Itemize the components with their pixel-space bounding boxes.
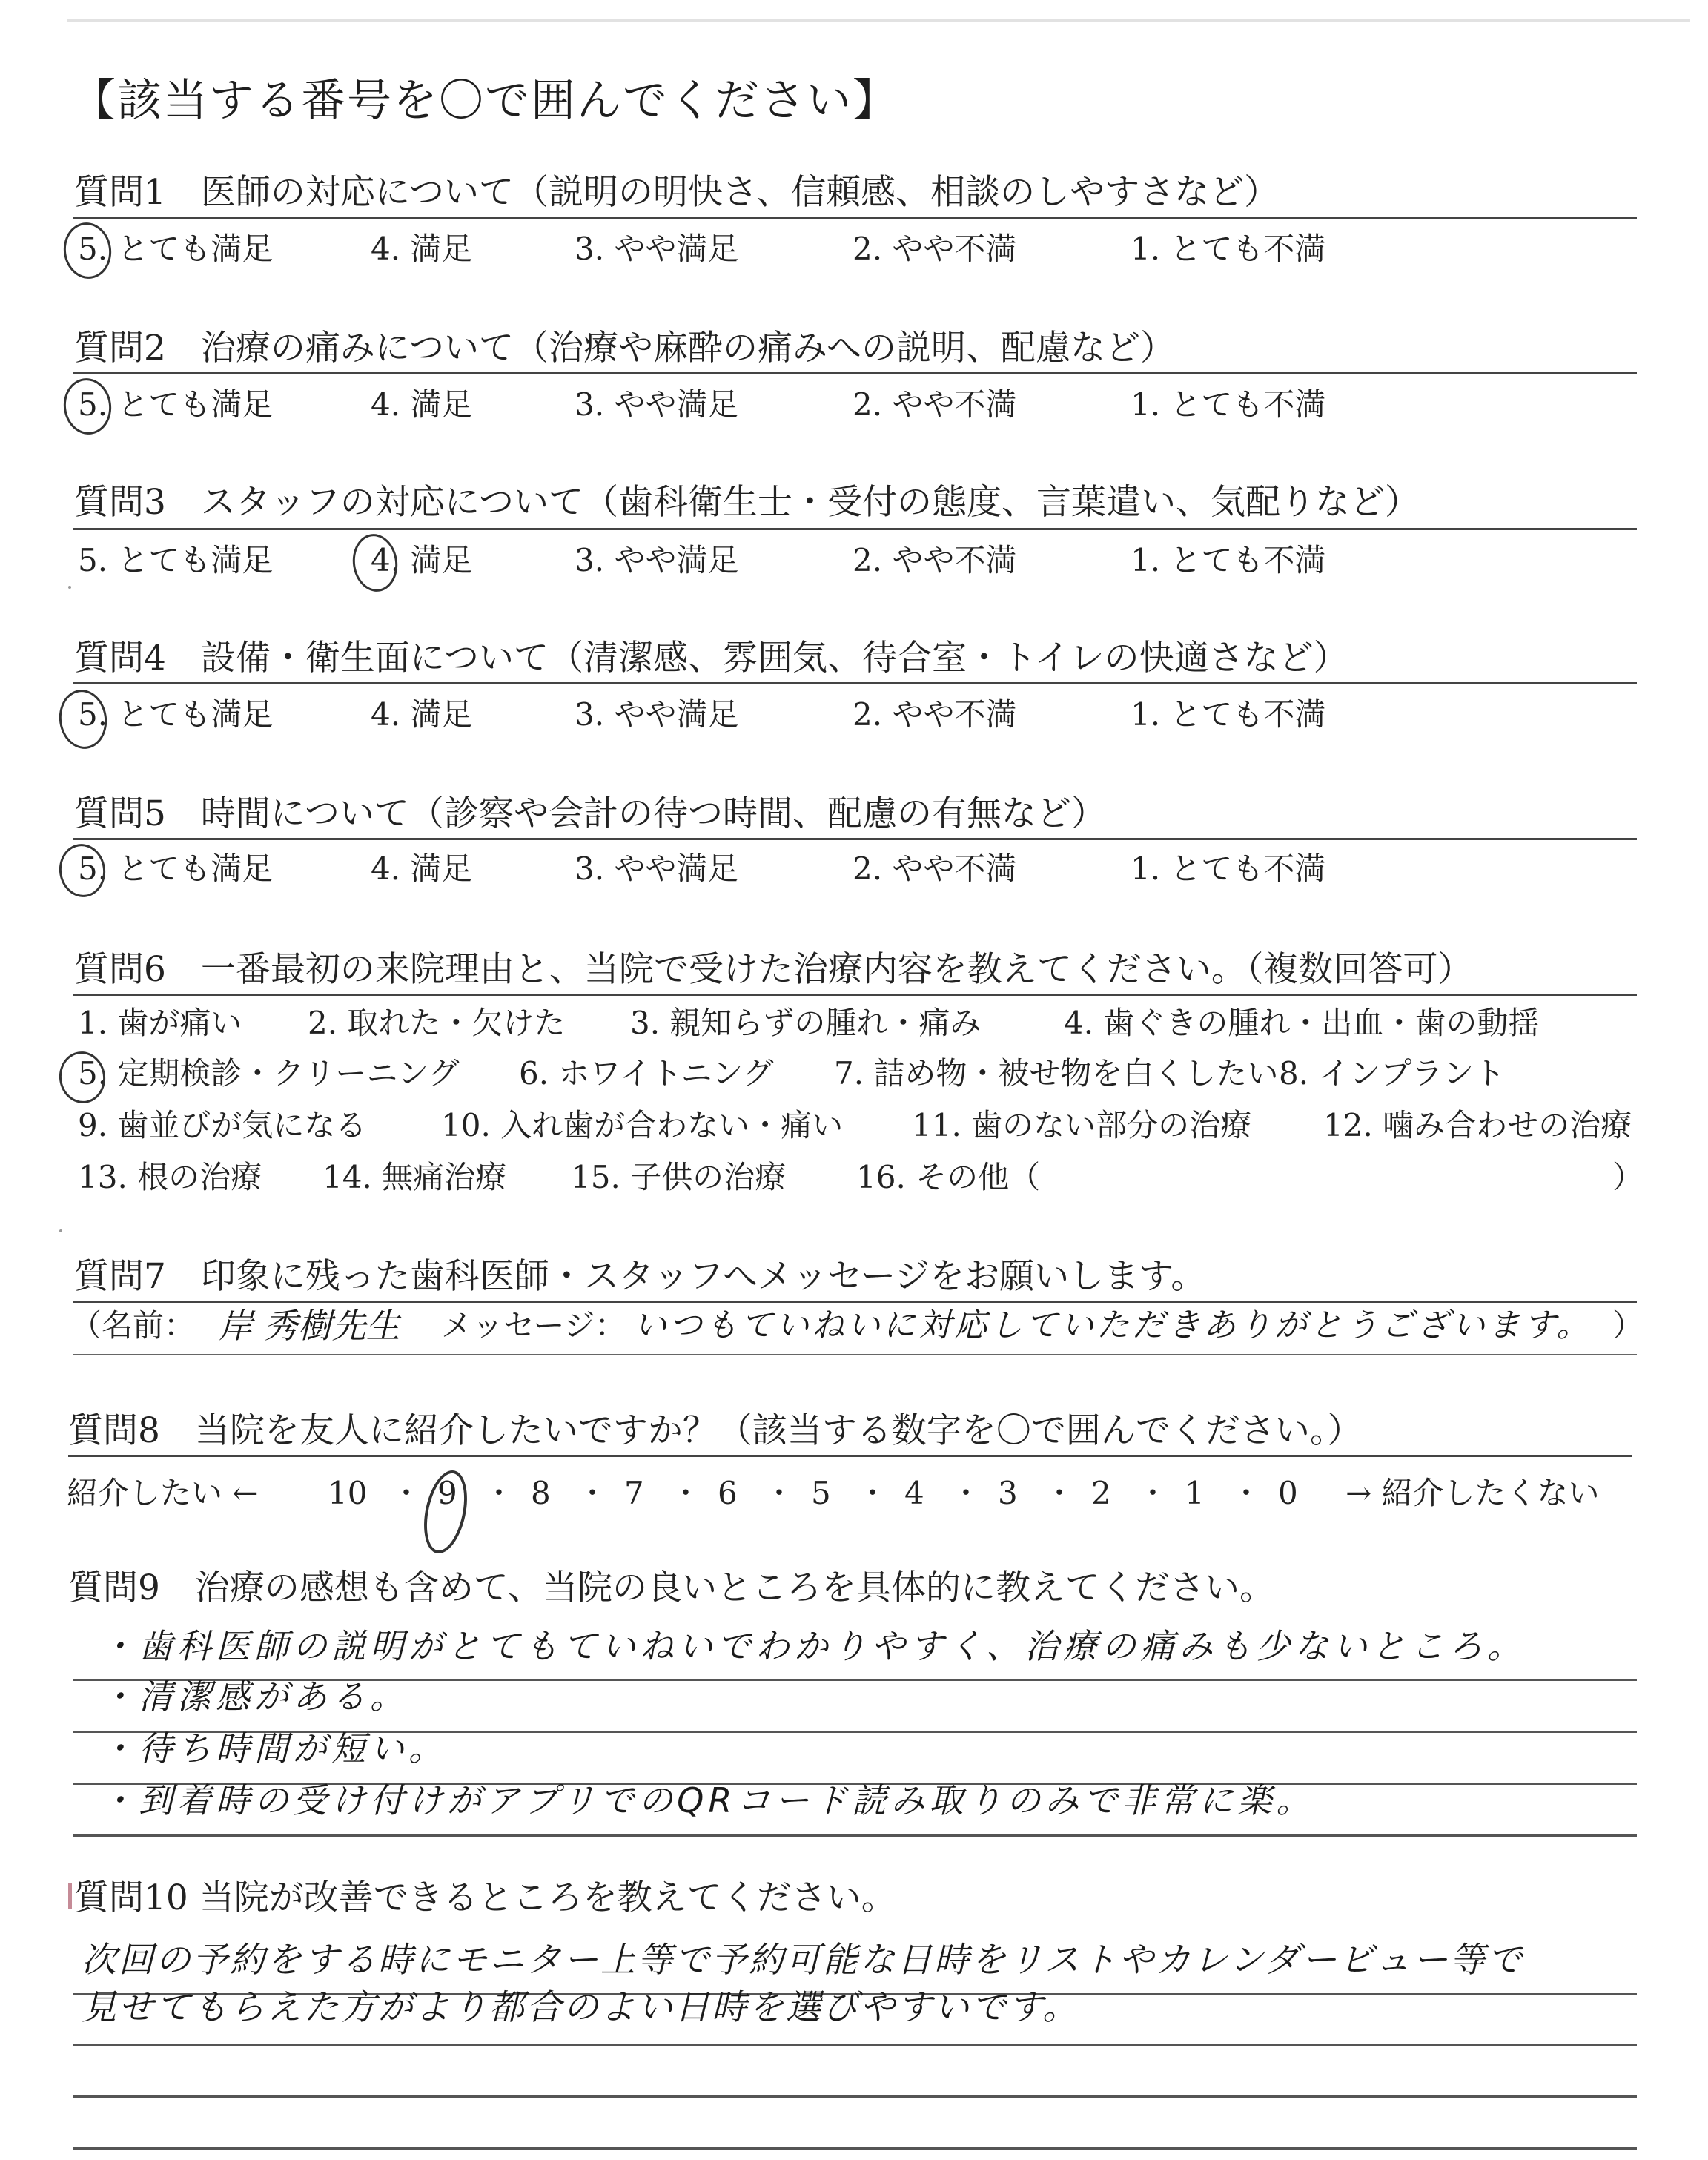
option-5[interactable]: 5. とても満足 — [78, 696, 274, 733]
reason-2[interactable]: 2. 取れた・欠けた — [308, 1005, 566, 1041]
reason-9[interactable]: 9. 歯並びが気になる — [78, 1107, 367, 1143]
option-4[interactable]: 4. 満足 — [371, 696, 473, 733]
scale-dot: ・ — [671, 1476, 701, 1510]
reason-5[interactable]: 5. 定期検診・クリーニング — [78, 1055, 460, 1091]
message-underline — [73, 1354, 1637, 1355]
scan-top-edge — [67, 19, 1690, 22]
option-1[interactable]: 1. とても不満 — [1131, 696, 1326, 733]
question-4-rule — [73, 682, 1637, 684]
reason-4[interactable]: 4. 歯ぐきの腫れ・出血・歯の動揺 — [1064, 1005, 1540, 1041]
question-2-rule — [73, 372, 1637, 374]
question-9-title: 質問9 治療の感想も含めて、当院の良いところを具体的に教えてください。 — [68, 1568, 1274, 1608]
scale-left-label: 紹介したい ← — [67, 1475, 259, 1511]
selection-circle-q2 — [60, 375, 115, 437]
scan-red-mark — [68, 1883, 72, 1909]
scan-speck — [59, 1229, 62, 1232]
option-4[interactable]: 4. 満足 — [371, 851, 473, 887]
name-value[interactable]: 岸 秀樹先生 — [219, 1306, 400, 1346]
reason-16-close: ） — [1612, 1159, 1644, 1195]
scale-dot: ・ — [1231, 1476, 1261, 1510]
scale-7[interactable]: 7 — [624, 1475, 644, 1511]
scale-0[interactable]: 0 — [1278, 1475, 1298, 1511]
question-10-title: 質問10 当院が改善できるところを教えてください。 — [74, 1877, 896, 1918]
question-8-title: 質問8 当院を友人に紹介したいですか？（該当する数字を〇で囲んでください。） — [68, 1410, 1363, 1451]
scale-4[interactable]: 4 — [904, 1475, 924, 1511]
question-2-title: 質問2 治療の痛みについて（治療や麻酔の痛みへの説明、配慮など） — [74, 328, 1176, 369]
reason-11[interactable]: 11. 歯のない部分の治療 — [912, 1107, 1252, 1143]
question-6-title: 質問6 一番最初の来院理由と、当院で受けた治療内容を教えてください。（複数回答可） — [74, 949, 1473, 990]
scale-dot: ・ — [484, 1476, 514, 1510]
scale-dot: ・ — [391, 1476, 421, 1510]
option-1[interactable]: 1. とても不満 — [1131, 386, 1326, 423]
option-2[interactable]: 2. やや不満 — [853, 231, 1017, 267]
q9-answer-3[interactable]: ・待ち時間が短い。 — [100, 1728, 447, 1768]
option-2[interactable]: 2. やや不満 — [853, 386, 1017, 423]
scan-speck — [68, 586, 71, 589]
answer-line — [73, 1834, 1637, 1837]
option-3[interactable]: 3. やや満足 — [575, 851, 739, 887]
question-5-title: 質問5 時間について（診察や会計の待つ時間、配慮の有無など） — [74, 793, 1106, 834]
option-3[interactable]: 3. やや満足 — [575, 696, 739, 733]
reason-8[interactable]: 8. インプラント — [1279, 1055, 1506, 1091]
reason-3[interactable]: 3. 親知らずの腫れ・痛み — [630, 1005, 982, 1041]
q9-answer-2[interactable]: ・清潔感がある。 — [100, 1677, 408, 1717]
page-header: 【該当する番号を〇で囲んでください】 — [71, 75, 898, 127]
question-4-title: 質問4 設備・衛生面について（清潔感、雰囲気、待合室・トイレの快適さなど） — [74, 638, 1348, 678]
option-2[interactable]: 2. やや不満 — [853, 696, 1017, 733]
question-3-rule — [73, 528, 1637, 530]
scale-3[interactable]: 3 — [998, 1475, 1018, 1511]
message-close: ） — [1612, 1307, 1644, 1344]
scale-dot: ・ — [1138, 1476, 1168, 1510]
selection-circle-q1 — [60, 219, 115, 282]
option-1[interactable]: 1. とても不満 — [1131, 851, 1326, 887]
option-3[interactable]: 3. やや満足 — [575, 386, 739, 423]
scale-10[interactable]: 10 — [328, 1475, 368, 1511]
question-8-rule — [68, 1455, 1632, 1457]
scale-dot: ・ — [764, 1476, 794, 1510]
reason-15[interactable]: 15. 子供の治療 — [571, 1159, 787, 1195]
question-1-rule — [73, 217, 1637, 219]
option-1[interactable]: 1. とても不満 — [1131, 542, 1326, 578]
q9-answer-4[interactable]: ・到着時の受け付けがアプリでのQRコード読み取りのみで非常に楽。 — [100, 1780, 1315, 1820]
reason-1[interactable]: 1. 歯が痛い — [78, 1005, 242, 1041]
q9-answer-1[interactable]: ・歯科医師の説明がとてもていねいでわかりやすく、治療の痛みも少ないところ。 — [100, 1626, 1526, 1666]
scale-9[interactable]: 9 — [437, 1475, 457, 1511]
answer-line — [73, 2147, 1637, 2150]
question-3-title: 質問3 スタッフの対応について（歯科衛生士・受付の態度、言葉遣い、気配りなど） — [74, 482, 1420, 523]
question-6-rule — [73, 994, 1637, 996]
reason-6[interactable]: 6. ホワイトニング — [519, 1055, 774, 1091]
question-5-rule — [73, 838, 1637, 840]
answer-line — [73, 2095, 1637, 2098]
option-4[interactable]: 4. 満足 — [371, 542, 473, 578]
message-value[interactable]: いつもていねいに対応していただきありがとうございます。 — [634, 1307, 1592, 1344]
option-4[interactable]: 4. 満足 — [371, 231, 473, 267]
scale-dot: ・ — [858, 1476, 887, 1510]
scale-6[interactable]: 6 — [718, 1475, 738, 1511]
scale-right-label: → 紹介したくない — [1345, 1475, 1600, 1511]
reason-7[interactable]: 7. 詰め物・被せ物を白くしたい — [834, 1055, 1279, 1091]
question-7-title: 質問7 印象に残った歯科医師・スタッフへメッセージをお願いします。 — [74, 1256, 1206, 1297]
scale-dot: ・ — [951, 1476, 981, 1510]
reason-10[interactable]: 10. 入れ歯が合わない・痛い — [441, 1107, 844, 1143]
option-2[interactable]: 2. やや不満 — [853, 542, 1017, 578]
scale-2[interactable]: 2 — [1091, 1475, 1111, 1511]
option-5[interactable]: 5. とても満足 — [78, 542, 274, 578]
option-5[interactable]: 5. とても満足 — [78, 851, 274, 887]
reason-12[interactable]: 12. 噛み合わせの治療 — [1323, 1107, 1632, 1143]
question-7-rule — [73, 1301, 1637, 1303]
option-3[interactable]: 3. やや満足 — [575, 231, 739, 267]
option-2[interactable]: 2. やや不満 — [853, 851, 1017, 887]
scale-5[interactable]: 5 — [811, 1475, 831, 1511]
reason-14[interactable]: 14. 無痛治療 — [322, 1159, 507, 1195]
referral-scale — [67, 1471, 1646, 1516]
option-1[interactable]: 1. とても不満 — [1131, 231, 1326, 267]
reason-16[interactable]: 16. その他（ — [856, 1159, 1041, 1195]
answer-line — [73, 2044, 1637, 2046]
scale-1[interactable]: 1 — [1185, 1475, 1205, 1511]
scale-dot: ・ — [1045, 1476, 1074, 1510]
message-label: メッセージ： — [441, 1307, 626, 1344]
name-label: （名前： — [70, 1307, 196, 1344]
scale-dot: ・ — [577, 1476, 607, 1510]
option-5[interactable]: 5. とても満足 — [78, 386, 274, 423]
scale-8[interactable]: 8 — [531, 1475, 551, 1511]
q10-answer-2[interactable]: 見せてもらえた方がより都合のよい日時を選びやすいです。 — [82, 1987, 1080, 2028]
option-3[interactable]: 3. やや満足 — [575, 542, 739, 578]
option-4[interactable]: 4. 満足 — [371, 386, 473, 423]
q10-answer-1[interactable]: 次回の予約をする時にモニター上等で予約可能な日時をリストやカレンダービュー等で — [82, 1940, 1525, 1981]
option-5[interactable]: 5. とても満足 — [78, 231, 274, 267]
question-1-title: 質問1 医師の対応について（説明の明快さ、信頼感、相談のしやすさなど） — [74, 172, 1280, 213]
reason-13[interactable]: 13. 根の治療 — [78, 1159, 262, 1195]
